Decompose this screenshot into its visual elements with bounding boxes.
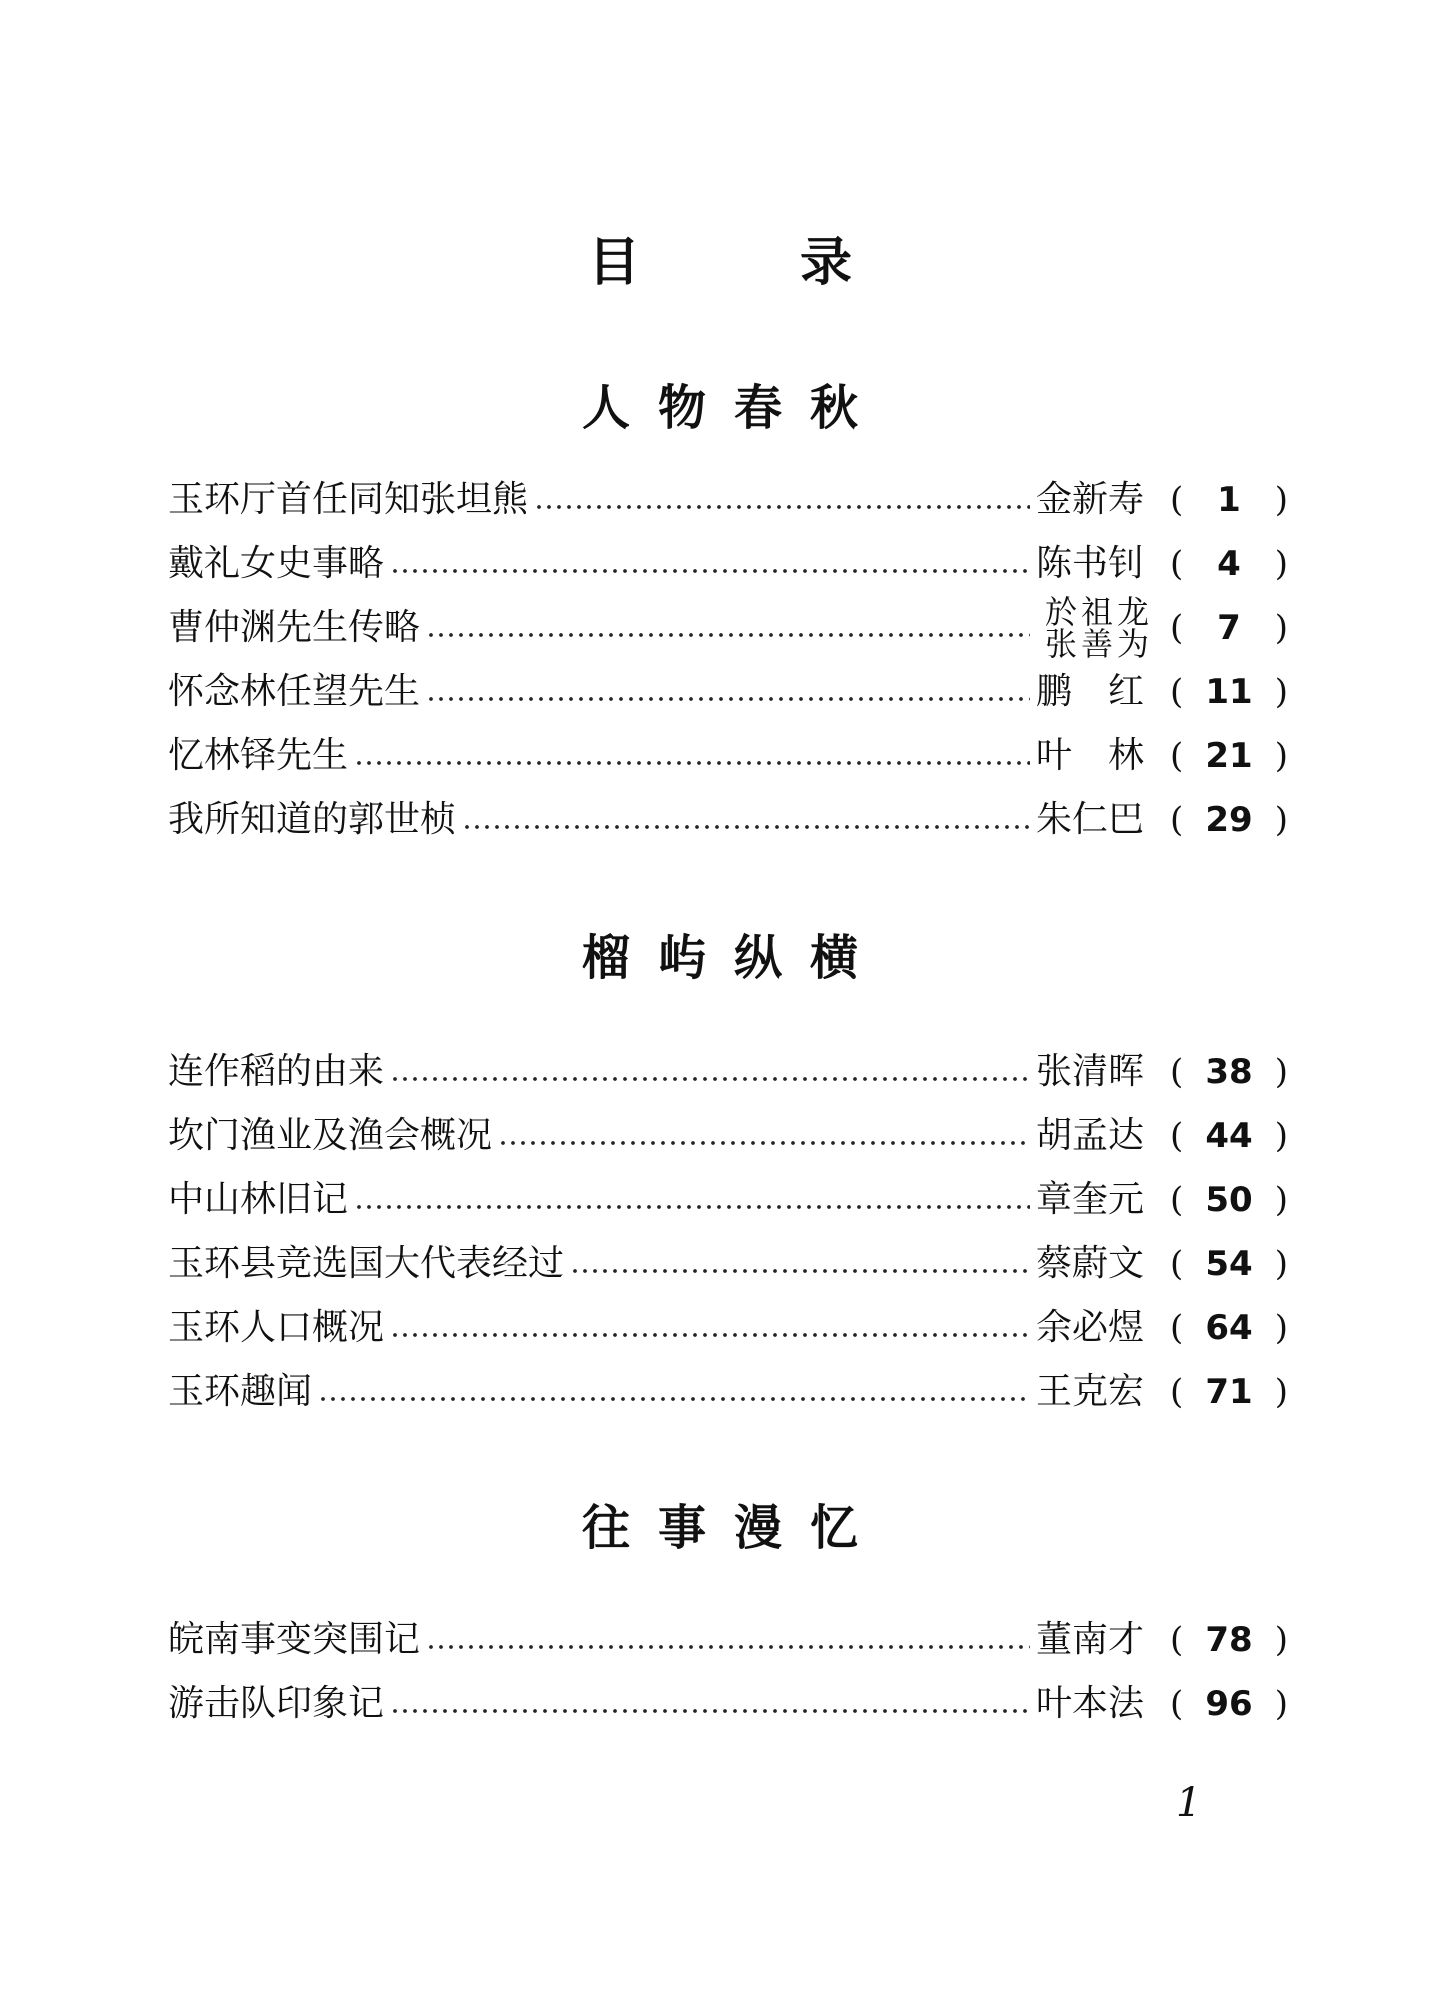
entry-author: 鹏 红 [1036,671,1145,712]
page-title [0,233,1440,293]
section-heading: 往事漫忆 [581,1500,886,1556]
entry-author: 余必煜 [1036,1307,1145,1348]
entry-author: 於祖龙 [1044,593,1153,631]
toc-list-region [168,1040,1288,1424]
dot-leader [318,1396,1030,1402]
entry-title: 皖南事变突围记 [168,1619,421,1660]
entry-page: ( 38 ) [1162,1040,1288,1104]
page-number: 21 [1205,736,1253,776]
section-heading: 人物春秋 [581,380,886,436]
dot-leader [426,696,1030,702]
page-number: 29 [1205,800,1253,840]
entry-title: 怀念林任望先生 [168,671,421,712]
entry-page: ( 64 ) [1162,1296,1288,1360]
entry-author: 叶 林 [1036,735,1145,776]
toc-list-memories [168,1608,1288,1736]
page-number: 1 [1217,480,1241,520]
entry-author: 张清晖 [1036,1051,1145,1092]
page-number: 50 [1205,1180,1253,1220]
entry-page: ( 78 ) [1162,1608,1288,1672]
dot-leader [462,824,1030,830]
entry-title: 坎门渔业及渔会概况 [168,1115,493,1156]
entry-page: ( 7 ) [1162,596,1288,660]
entry-page: ( 4 ) [1162,532,1288,596]
dot-leader [354,760,1030,766]
entry-author: 朱仁巴 [1036,799,1145,840]
section-heading: 榴屿纵横 [581,930,886,986]
section-memories [0,1498,1440,1558]
dot-leader [570,1268,1030,1274]
dot-leader [390,1708,1030,1714]
entry-author-second: 张善为 [1044,625,1153,663]
entry-page: ( 1 ) [1162,468,1288,532]
dot-leader [354,1204,1030,1210]
entry-page: ( 71 ) [1162,1360,1288,1424]
page-number: 44 [1205,1116,1253,1156]
entry-author: 王克宏 [1036,1371,1145,1412]
entry-page: ( 21 ) [1162,724,1288,788]
section-region [0,928,1440,988]
entry-author: 董南才 [1036,1619,1145,1660]
entry-author: 章奎元 [1036,1179,1145,1220]
entry-page: ( 29 ) [1162,788,1288,852]
dot-leader [390,1076,1030,1082]
title-char-2: 录 [800,232,853,293]
toc-entry[interactable] [168,1360,1288,1424]
toc-list-people [168,468,1288,852]
toc-entry[interactable] [168,1296,1288,1360]
dot-leader [390,568,1030,574]
entry-page: ( 44 ) [1162,1104,1288,1168]
entry-title: 游击队印象记 [168,1683,385,1724]
entry-author: 胡孟达 [1036,1115,1145,1156]
entry-author: 叶本法 [1036,1683,1145,1724]
entry-title: 中山林旧记 [168,1179,349,1220]
toc-entry[interactable] [168,593,1288,663]
section-people [0,378,1440,438]
dot-leader [426,632,1030,638]
toc-entry[interactable] [168,532,1288,596]
toc-entry[interactable] [168,660,1288,724]
toc-entry[interactable] [168,1608,1288,1672]
entry-title: 玉环县竞选国大代表经过 [168,1243,565,1284]
entry-author-stacked [1036,593,1162,663]
dot-leader [498,1140,1030,1146]
dot-leader [390,1332,1030,1338]
page-number: 38 [1205,1052,1253,1092]
entry-page: ( 54 ) [1162,1232,1288,1296]
toc-entry[interactable] [168,1168,1288,1232]
page-number: 11 [1205,672,1253,712]
toc-entry[interactable] [168,1232,1288,1296]
page-number: 78 [1205,1620,1253,1660]
entry-title: 我所知道的郭世桢 [168,799,457,840]
entry-title: 玉环厅首任同知张坦熊 [168,479,529,520]
entry-author: 金新寿 [1036,479,1145,520]
dot-leader [426,1644,1030,1650]
entry-title: 玉环趣闻 [168,1371,313,1412]
toc-entry[interactable] [168,788,1288,852]
toc-entry[interactable] [168,724,1288,788]
entry-author: 蔡蔚文 [1036,1243,1145,1284]
page-number: 71 [1205,1372,1253,1412]
toc-entry[interactable] [168,1104,1288,1168]
dot-leader [534,504,1030,510]
toc-entry[interactable] [168,1040,1288,1104]
page-number: 54 [1205,1244,1253,1284]
title-char-1: 目 [587,232,640,293]
page-number: 64 [1205,1308,1253,1348]
entry-title: 玉环人口概况 [168,1307,385,1348]
entry-page: ( 11 ) [1162,660,1288,724]
entry-page: ( 96 ) [1162,1672,1288,1736]
entry-author: 陈书钊 [1036,543,1145,584]
entry-title: 戴礼女史事略 [168,543,385,584]
page-number: 7 [1217,608,1241,648]
page-number-folio: 1 [1176,1780,1202,1826]
entry-page: ( 50 ) [1162,1168,1288,1232]
toc-entry[interactable] [168,468,1288,532]
toc-entry[interactable] [168,1672,1288,1736]
page-number: 96 [1205,1684,1253,1724]
entry-title: 曹仲渊先生传略 [168,607,421,648]
page-number: 4 [1217,544,1241,584]
entry-title: 忆林铎先生 [168,735,349,776]
entry-title: 连作稻的由来 [168,1051,385,1092]
